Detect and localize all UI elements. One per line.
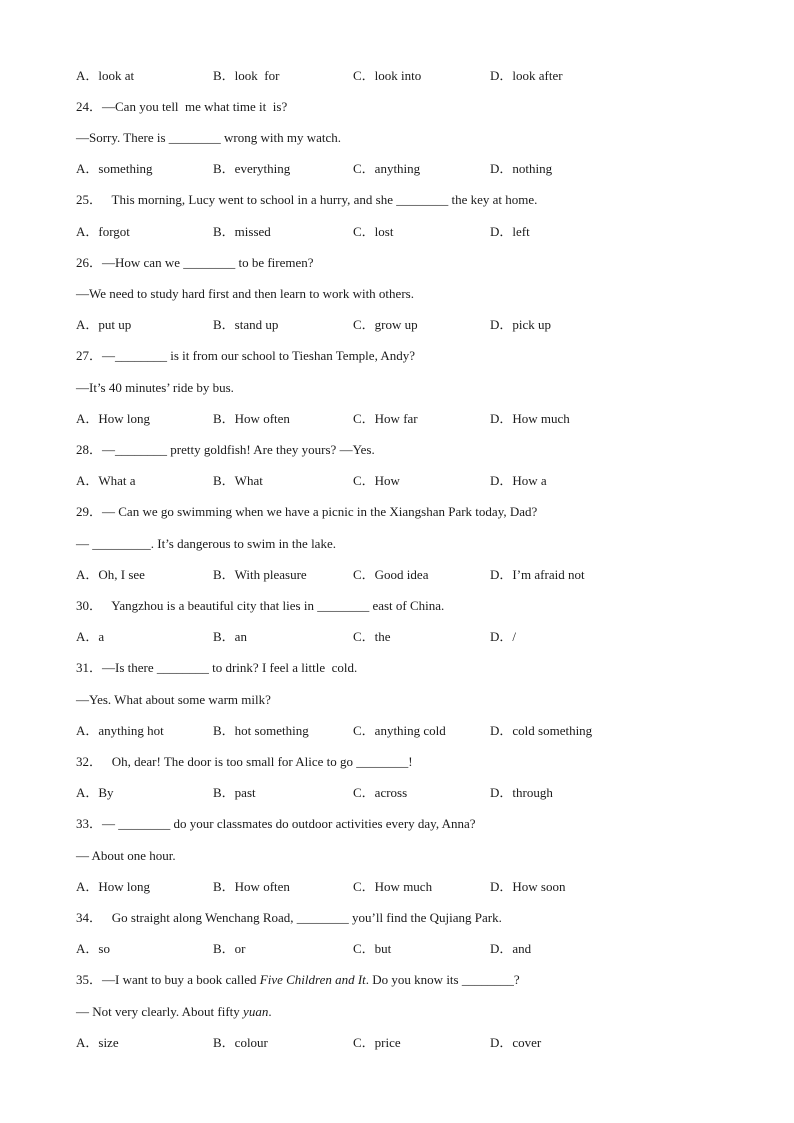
- option-d[interactable]: D．/: [490, 629, 517, 644]
- question-26-options: [76, 317, 696, 333]
- option-c[interactable]: C．price: [353, 1035, 401, 1050]
- question-35-response: [76, 1004, 272, 1020]
- option-d[interactable]: D．How soon: [490, 879, 566, 894]
- option-a[interactable]: A．size: [76, 1035, 119, 1050]
- option-d[interactable]: D．through: [490, 785, 553, 800]
- option-b[interactable]: B．past: [213, 785, 256, 800]
- question-25-stem: 25． This morning, Lucy went to school in a hurry, and she ________ the key at home.: [76, 192, 538, 207]
- option-c[interactable]: C．grow up: [353, 317, 418, 332]
- question-30-options: [76, 629, 696, 645]
- option-b[interactable]: B．How often: [213, 879, 290, 894]
- question-35-response-post: .: [268, 1004, 272, 1019]
- question-31-response: —Yes. What about some warm milk?: [76, 692, 271, 707]
- option-a[interactable]: A．By: [76, 785, 114, 800]
- option-a[interactable]: A．What a: [76, 473, 136, 488]
- question-24-response: —Sorry. There is ________ wrong with my watch.: [76, 130, 342, 145]
- option-d[interactable]: D．look after: [490, 68, 563, 83]
- question-32-options: [76, 785, 696, 801]
- question-34-stem: 34． Go straight along Wenchang Road, ________ you’ll find the Qujiang Park.: [76, 910, 502, 925]
- question-23-options: [76, 68, 696, 84]
- option-c[interactable]: C．Good idea: [353, 567, 429, 582]
- option-a[interactable]: A．forgot: [76, 224, 130, 239]
- option-b[interactable]: B．How often: [213, 411, 290, 426]
- option-a[interactable]: A．put up: [76, 317, 132, 332]
- question-35-stem-post: . Do you know its ________?: [365, 972, 520, 987]
- question-35-response-pre: — Not very clearly. About fifty: [76, 1004, 244, 1019]
- question-27-stem: 27．—________ is it from our school to Tieshan Temple, Andy?: [76, 348, 416, 363]
- question-27-options: [76, 411, 696, 427]
- option-b[interactable]: B．look for: [213, 68, 280, 83]
- option-d[interactable]: D．How much: [490, 411, 570, 426]
- question-35-options: [76, 1035, 696, 1051]
- book-title: Five Children and It: [259, 972, 366, 987]
- option-c[interactable]: C．lost: [353, 224, 394, 239]
- question-31-options: [76, 723, 696, 739]
- option-a[interactable]: A．so: [76, 941, 110, 956]
- option-a[interactable]: A．anything hot: [76, 723, 164, 738]
- option-b[interactable]: B．With pleasure: [213, 567, 307, 582]
- option-b[interactable]: B．hot something: [213, 723, 309, 738]
- question-35-stem-pre: 35．—I want to buy a book called: [76, 972, 260, 987]
- question-28-options: [76, 473, 696, 489]
- option-b[interactable]: B．or: [213, 941, 246, 956]
- option-a[interactable]: A．a: [76, 629, 105, 644]
- option-c[interactable]: C．anything cold: [353, 723, 446, 738]
- question-24-options: [76, 161, 696, 177]
- option-a[interactable]: A．look at: [76, 68, 135, 83]
- question-30-stem: 30． Yangzhou is a beautiful city that lies in ________ east of China.: [76, 598, 445, 613]
- option-b[interactable]: B．missed: [213, 224, 271, 239]
- option-d[interactable]: D．How a: [490, 473, 547, 488]
- option-c[interactable]: C．the: [353, 629, 391, 644]
- option-d[interactable]: D．left: [490, 224, 530, 239]
- question-26-stem: 26．—How can we ________ to be firemen?: [76, 255, 314, 270]
- option-c[interactable]: C．How far: [353, 411, 418, 426]
- question-34-options: [76, 941, 696, 957]
- option-a[interactable]: A．Oh, I see: [76, 567, 145, 582]
- option-a[interactable]: A．something: [76, 161, 153, 176]
- question-29-stem: 29．— Can we go swimming when we have a picnic in the Xiangshan Park today, Dad?: [76, 504, 538, 519]
- question-25-options: [76, 224, 696, 240]
- option-b[interactable]: B．colour: [213, 1035, 268, 1050]
- option-d[interactable]: D．I’m afraid not: [490, 567, 585, 582]
- question-26-response: —We need to study hard first and then learn to work with others.: [76, 286, 414, 301]
- question-32-stem: 32． Oh, dear! The door is too small for Alice to go ________!: [76, 754, 413, 769]
- option-a[interactable]: A．How long: [76, 879, 151, 894]
- question-31-stem: 31．—Is there ________ to drink? I feel a little cold.: [76, 660, 358, 675]
- option-d[interactable]: D．cover: [490, 1035, 542, 1050]
- question-35-stem: [76, 972, 520, 988]
- question-33-response: — About one hour.: [76, 848, 176, 863]
- option-c[interactable]: C．but: [353, 941, 392, 956]
- option-c[interactable]: C．across: [353, 785, 408, 800]
- option-b[interactable]: B．What: [213, 473, 263, 488]
- option-d[interactable]: D．nothing: [490, 161, 553, 176]
- question-29-options: [76, 567, 696, 583]
- option-a[interactable]: A．How long: [76, 411, 151, 426]
- option-d[interactable]: D．pick up: [490, 317, 552, 332]
- option-b[interactable]: B．everything: [213, 161, 291, 176]
- option-c[interactable]: C．anything: [353, 161, 421, 176]
- question-24-stem: 24．—Can you tell me what time it is?: [76, 99, 288, 114]
- question-33-options: [76, 879, 696, 895]
- question-29-response: — _________. It’s dangerous to swim in the lake.: [76, 536, 336, 551]
- option-b[interactable]: B．stand up: [213, 317, 279, 332]
- option-d[interactable]: D．and: [490, 941, 532, 956]
- question-33-stem: 33．— ________ do your classmates do outdoor activities every day, Anna?: [76, 816, 476, 831]
- question-27-response: —It’s 40 minutes’ ride by bus.: [76, 380, 234, 395]
- option-c[interactable]: C．How: [353, 473, 400, 488]
- option-c[interactable]: C．look into: [353, 68, 422, 83]
- option-b[interactable]: B．an: [213, 629, 247, 644]
- option-c[interactable]: C．How much: [353, 879, 433, 894]
- currency-unit: yuan: [243, 1004, 269, 1019]
- option-d[interactable]: D．cold something: [490, 723, 593, 738]
- question-28-stem: 28．—________ pretty goldfish! Are they yours? —Yes.: [76, 442, 375, 457]
